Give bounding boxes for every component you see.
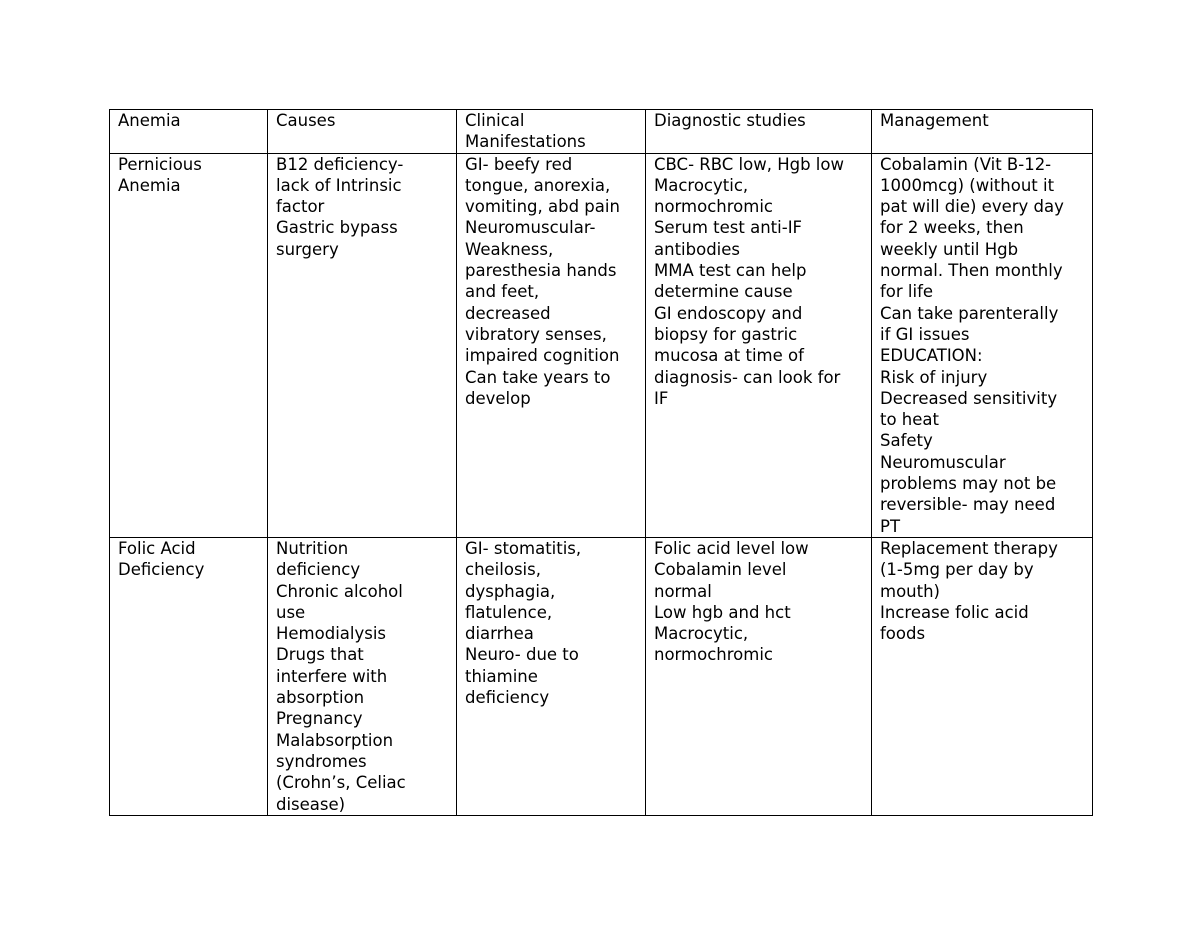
cell-line: biopsy for gastric	[654, 324, 798, 344]
cell-line: deficiency	[276, 560, 361, 580]
cell-line: Folic Acid	[118, 538, 196, 558]
cell-line: and feet,	[465, 282, 540, 302]
cell-line: diagnosis- can look for	[654, 367, 841, 387]
cell-line: Increase folic acid	[880, 602, 1029, 622]
cell-line: normochromic	[654, 197, 773, 217]
cell-line: mouth)	[880, 581, 940, 601]
cell-line: weekly until Hgb	[880, 239, 1019, 259]
table-header-row	[110, 110, 1093, 154]
cell-line: antibodies	[654, 239, 740, 259]
cell-line: normal	[654, 581, 712, 601]
cell-line: 1000mcg) (without it	[880, 175, 1055, 195]
cell-clinical-folic	[457, 537, 646, 815]
cell-line: vomiting, abd pain	[465, 197, 620, 217]
cell-management-pernicious	[872, 153, 1093, 537]
cell-line: lack of Intrinsic	[276, 175, 402, 195]
cell-line: Clinical	[465, 111, 525, 130]
cell-line: B12 deficiency-	[276, 154, 404, 174]
header-anemia	[110, 110, 268, 154]
cell-line: (1-5mg per day by	[880, 560, 1034, 580]
cell-line: Macrocytic,	[654, 175, 749, 195]
cell-line: Pernicious	[118, 154, 202, 174]
cell-line: normochromic	[654, 645, 773, 665]
cell-line: Can take years to	[465, 367, 611, 387]
cell-line: for life	[880, 282, 934, 302]
cell-causes-pernicious	[268, 153, 457, 537]
cell-line: surgery	[276, 239, 339, 259]
cell-line: Can take parenterally	[880, 303, 1059, 323]
cell-line: flatulence,	[465, 602, 553, 622]
cell-line: CBC- RBC low, Hgb low	[654, 154, 844, 174]
cell-line: foods	[880, 624, 926, 644]
cell-line: use	[276, 602, 306, 622]
cell-line: Folic acid level low	[654, 538, 809, 558]
cell-line: IF	[654, 388, 669, 408]
cell-line: tongue, anorexia,	[465, 175, 611, 195]
cell-clinical-pernicious	[457, 153, 646, 537]
cell-line: disease)	[276, 794, 346, 814]
cell-line: Risk of injury	[880, 367, 988, 387]
cell-line: Pregnancy	[276, 709, 363, 729]
header-diagnostic-text: Diagnostic studies	[654, 111, 806, 130]
cell-line: mucosa at time of	[654, 346, 804, 366]
header-management-text: Management	[880, 111, 989, 130]
cell-line: if GI issues	[880, 324, 970, 344]
cell-line: Low hgb and hct	[654, 602, 791, 622]
cell-line: develop	[465, 388, 531, 408]
cell-line: thiamine	[465, 666, 538, 686]
cell-line: Replacement therapy	[880, 538, 1058, 558]
cell-line: Nutrition	[276, 538, 349, 558]
header-causes-text: Causes	[276, 111, 336, 130]
cell-line: Neuromuscular	[880, 452, 1006, 472]
cell-line: PT	[880, 516, 901, 536]
table-row	[110, 153, 1093, 537]
cell-line: Neuromuscular-	[465, 218, 596, 238]
cell-line: GI- beefy red	[465, 154, 573, 174]
cell-line: diarrhea	[465, 624, 534, 644]
cell-line: determine cause	[654, 282, 793, 302]
cell-causes-folic	[268, 537, 457, 815]
cell-line: EDUCATION:	[880, 346, 983, 366]
cell-line: syndromes	[276, 751, 367, 771]
cell-anemia-pernicious	[110, 153, 268, 537]
cell-line: deficiency	[465, 688, 550, 708]
header-anemia-text: Anemia	[118, 111, 181, 130]
cell-line: Drugs that	[276, 645, 364, 665]
cell-line: absorption	[276, 688, 365, 708]
header-management	[872, 110, 1093, 154]
cell-management-folic	[872, 537, 1093, 815]
cell-line: impaired cognition	[465, 346, 620, 366]
cell-line: problems may not be	[880, 474, 1057, 494]
cell-anemia-folic	[110, 537, 268, 815]
cell-line: normal. Then monthly	[880, 261, 1063, 281]
cell-diagnostic-folic	[646, 537, 872, 815]
cell-line: vibratory senses,	[465, 324, 607, 344]
header-causes	[268, 110, 457, 154]
cell-line: Deficiency	[118, 560, 205, 580]
cell-line: MMA test can help	[654, 261, 807, 281]
cell-line: interfere with	[276, 666, 388, 686]
cell-line: pat will die) every day	[880, 197, 1064, 217]
cell-line: Hemodialysis	[276, 624, 387, 644]
cell-line: Gastric bypass	[276, 218, 398, 238]
header-diagnostic-studies	[646, 110, 872, 154]
cell-line: cheilosis,	[465, 560, 541, 580]
cell-line: Weakness,	[465, 239, 554, 259]
cell-line: reversible- may need	[880, 495, 1056, 515]
cell-line: dysphagia,	[465, 581, 556, 601]
anemia-table	[109, 109, 1093, 816]
cell-line: Manifestations	[465, 132, 586, 152]
cell-line: Serum test anti-IF	[654, 218, 803, 238]
cell-line: Chronic alcohol	[276, 581, 403, 601]
cell-line: Malabsorption	[276, 730, 394, 750]
cell-line: to heat	[880, 410, 939, 430]
cell-line: for 2 weeks, then	[880, 218, 1024, 238]
cell-line: Neuro- due to	[465, 645, 579, 665]
cell-line: Decreased sensitivity	[880, 388, 1058, 408]
cell-line: GI- stomatitis,	[465, 538, 582, 558]
table-row	[110, 537, 1093, 815]
cell-line: (Crohn’s, Celiac	[276, 773, 406, 793]
cell-line: Safety	[880, 431, 933, 451]
cell-line: decreased	[465, 303, 551, 323]
cell-line: Cobalamin level	[654, 560, 787, 580]
header-clinical-manifestations	[457, 110, 646, 154]
cell-diagnostic-pernicious	[646, 153, 872, 537]
cell-line: Macrocytic,	[654, 624, 749, 644]
cell-line: Cobalamin (Vit B-12-	[880, 154, 1052, 174]
cell-line: GI endoscopy and	[654, 303, 803, 323]
cell-line: Anemia	[118, 175, 181, 195]
cell-line: paresthesia hands	[465, 261, 617, 281]
cell-line: factor	[276, 197, 325, 217]
